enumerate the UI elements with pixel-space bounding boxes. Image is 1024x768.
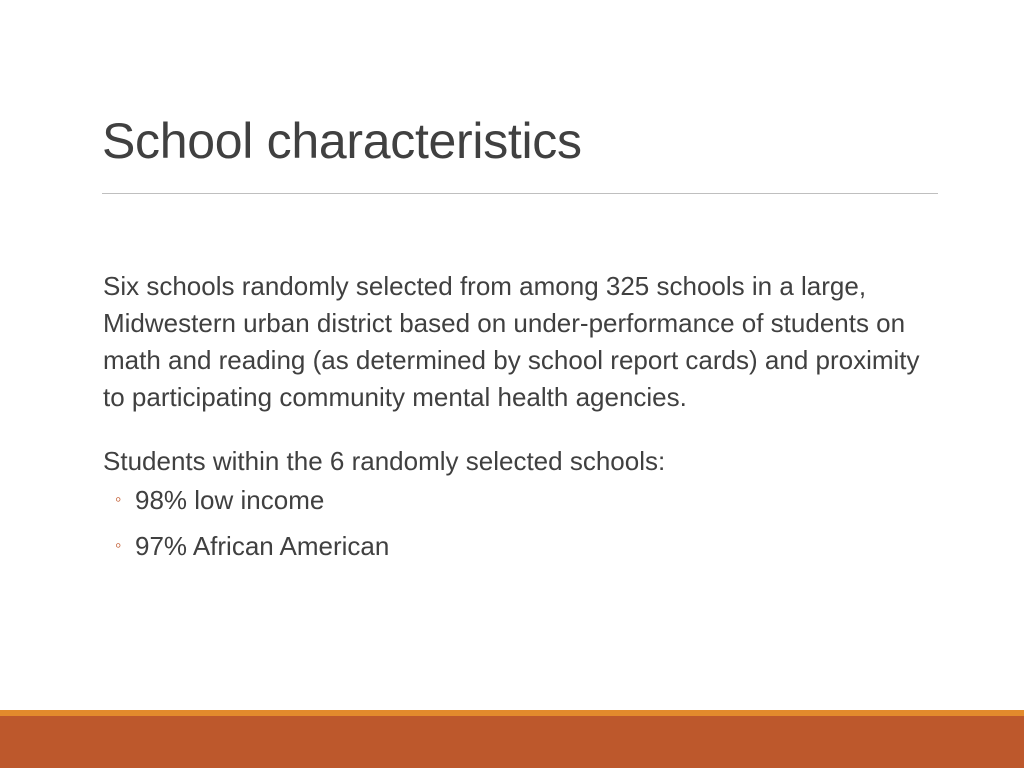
title-divider xyxy=(102,193,938,194)
bullet-text: 98% low income xyxy=(135,485,325,515)
bullet-text: 97% African American xyxy=(135,531,390,561)
bullet-circle-icon: ◦ xyxy=(115,535,122,555)
slide-body xyxy=(103,268,933,568)
intro-paragraph: Six schools randomly selected from among 325 schools in a large, Midwestern urban district based on under-performance of students on math and reading (as determined by school report cards) and proximity to participating community mental health agencies. xyxy=(103,271,920,412)
bullet-item-low-income xyxy=(115,482,933,522)
students-paragraph: Students within the 6 randomly selected schools: xyxy=(103,446,666,476)
bullet-list xyxy=(103,482,933,568)
slide-title: School characteristics xyxy=(102,113,582,169)
bullet-item-african-american xyxy=(115,528,933,568)
bullet-circle-icon: ◦ xyxy=(115,489,122,509)
footer-band xyxy=(0,716,1024,768)
